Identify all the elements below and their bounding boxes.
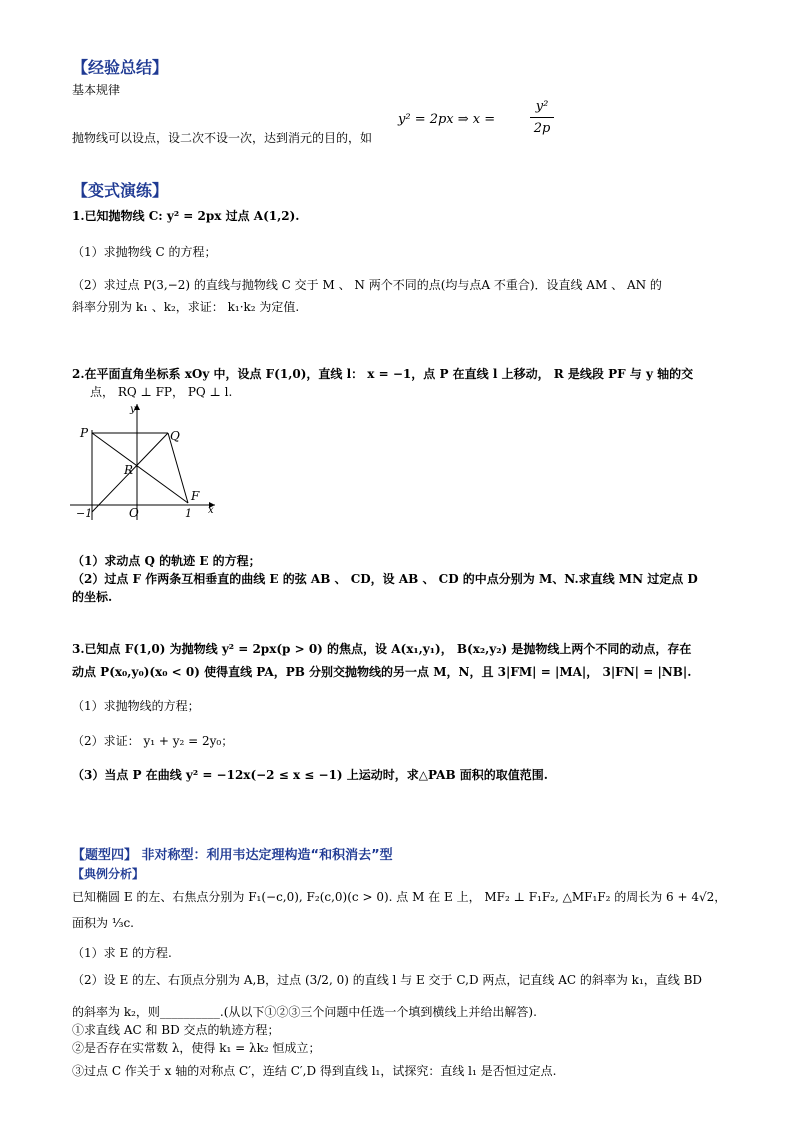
problem3-q2: （2）求证： y₁ + y₂ = 2y₀； xyxy=(72,734,234,748)
section-subtitle-example: 【典例分析】 xyxy=(72,867,145,881)
label-p: P xyxy=(80,426,89,440)
segment-pf xyxy=(92,433,188,503)
problem1-stem: 1.已知抛物线 C: y² = 2px 过点 A(1,2). xyxy=(72,209,300,223)
problem1-q1: （1）求抛物线 C 的方程； xyxy=(72,245,217,259)
fraction-numerator: y² xyxy=(535,99,549,114)
example-option3: ③过点 C 作关于 x 轴的对称点 C′，连结 C′,D 得到直线 l₁，试探究：直线 l₁ 是否恒过定点. xyxy=(72,1064,557,1078)
section-title-practice: 【变式演练】 xyxy=(72,181,169,200)
problem1-q2-line1: （2）求过点 P(3,−2) 的直线与抛物线 C 交于 M 、 N 两个不同的点(均与点A 不重合)．设直线 AM 、 AN 的 xyxy=(72,278,662,292)
label-neg1: −1 xyxy=(76,507,93,520)
problem2-q1: （1）求动点 Q 的轨迹 E 的方程； xyxy=(72,554,261,568)
example-line3: （1）求 E 的方程. xyxy=(72,946,172,960)
example-option1: ①求直线 AC 和 BD 交点的轨迹方程； xyxy=(72,1023,280,1037)
fraction-denominator: 2p xyxy=(533,121,551,136)
label-x: x xyxy=(208,505,214,516)
problem2-q2-line2: 的坐标. xyxy=(72,590,113,604)
problem2-q2-line1: （2）过点 F 作两条互相垂直的曲线 E 的弦 AB 、 CD，设 AB 、 CD 的中点分别为 M、N.求直线 MN 过定点 D xyxy=(72,572,698,586)
problem3-stem-line1: 3.已知点 F(1,0) 为抛物线 y² = 2px(p > 0) 的焦点，设 A(x₁,y₁)， B(x₂,y₂) 是抛物线上两个不同的动点，存在 xyxy=(72,642,692,656)
label-q: Q xyxy=(170,429,180,443)
example-line2: 面积为 ⅓c. xyxy=(72,916,134,930)
label-one: 1 xyxy=(185,507,192,520)
segment-qf xyxy=(168,433,188,503)
problem2-stem-line2: 点， RQ ⊥ FP， PQ ⊥ l. xyxy=(90,385,233,399)
fraction-bar xyxy=(530,117,554,118)
problem2-figure xyxy=(70,400,220,522)
label-y: y xyxy=(130,404,136,415)
label-o: O xyxy=(129,506,139,520)
problem3-q1: （1）求抛物线的方程； xyxy=(72,699,200,713)
example-line4: （2）设 E 的左、右顶点分别为 A,B，过点 (3/2, 0) 的直线 l 与 E 交于 C,D 两点，记直线 AC 的斜率为 k₁，直线 BD xyxy=(72,973,703,987)
problem1-q2-line2: 斜率分别为 k₁ 、k₂，求证： k₁·k₂ 为定值. xyxy=(72,300,300,314)
example-line1: 已知椭圆 E 的左、右焦点分别为 F₁(−c,0), F₂(c,0)(c > 0). 点 M 在 E 上， MF₂ ⊥ F₁F₂, △MF₁F₂ 的周长为 6 + 4√2， xyxy=(72,890,727,904)
experience-body: 抛物线可以设点，设二次不设一次，达到消元的目的，如 xyxy=(72,131,373,145)
label-f: F xyxy=(191,489,200,503)
section-title-experience: 【经验总结】 xyxy=(72,58,169,77)
label-r: R xyxy=(124,463,134,477)
problem2-stem-line1: 2.在平面直角坐标系 xOy 中，设点 F(1,0)，直线 l： x = −1，点 P 在直线 l 上移动， R 是线段 PF 与 y 轴的交 xyxy=(72,367,694,381)
section-title-type4: 【题型四】 非对称型：利用韦达定理构造“和积消去”型 xyxy=(72,848,393,863)
problem3-q3: （3）当点 P 在曲线 y² = −12x(−2 ≤ x ≤ −1) 上运动时，求△PAB 面积的取值范围. xyxy=(72,768,548,782)
formula-parabola: y² = 2px ⇒ x = xyxy=(398,112,496,127)
example-line5: 的斜率为 k₂，则__________.(从以下①②③三个问题中任选一个填到横线上并给出解答). xyxy=(72,1005,537,1019)
example-option2: ②是否存在实常数 λ，使得 k₁ = λk₂ 恒成立； xyxy=(72,1041,321,1055)
section-subtitle: 基本规律 xyxy=(72,83,121,97)
problem3-stem-line2: 动点 P(x₀,y₀)(x₀ < 0) 使得直线 PA，PB 分别交抛物线的另一点 M，N，且 3|FM| = |MA|， 3|FN| = |NB|. xyxy=(72,665,692,679)
